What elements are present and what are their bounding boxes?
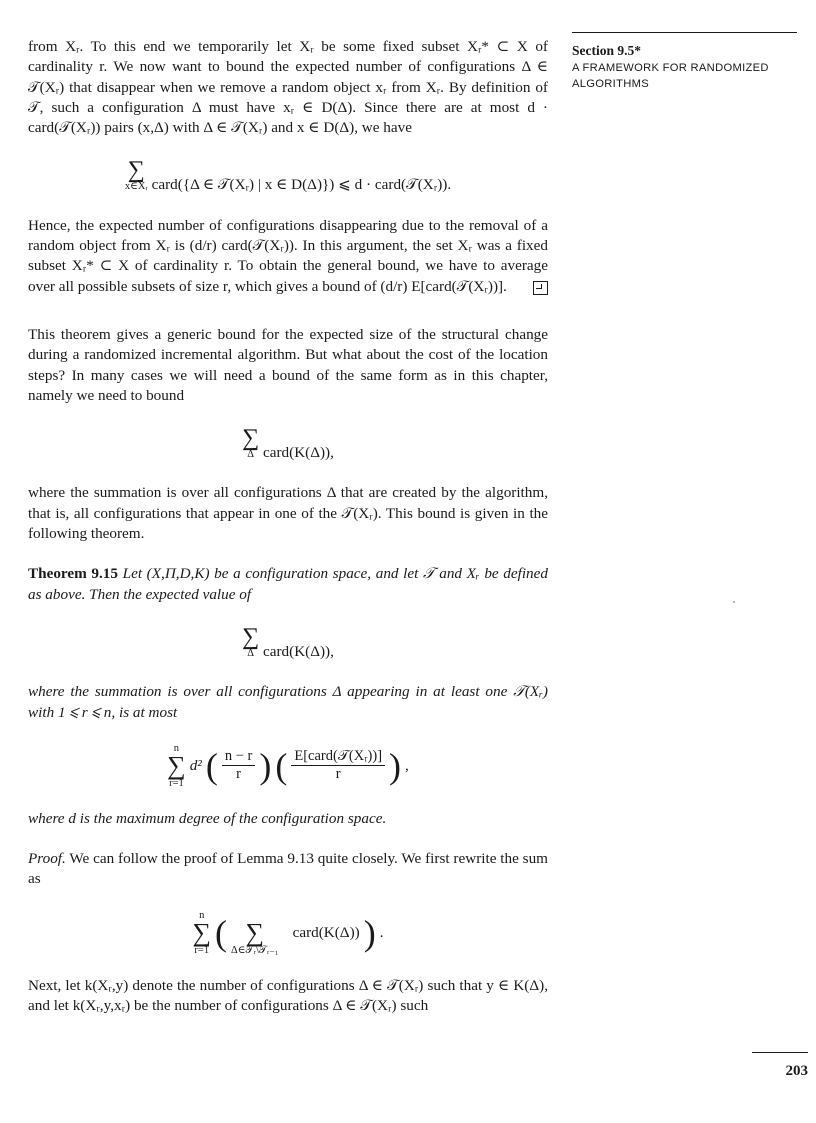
- denominator: r: [335, 766, 341, 783]
- section-title-line2: ALGORITHMS: [572, 78, 649, 90]
- numerator: E[card(𝒯(Xᵣ))]: [291, 748, 385, 766]
- stray-mark: [733, 601, 735, 603]
- theorem-text-final: where d is the maximum degree of the configuration space.: [28, 809, 387, 827]
- upper-limit: n: [173, 742, 180, 754]
- right-paren: ): [363, 912, 376, 953]
- theorem-text-continued: where the summation is over all configurations Δ appearing in at least one 𝒯(Xᵣ) with 1 ⩽ r ⩽ n, is at most: [28, 683, 548, 721]
- sum-symbol: ∑: [127, 157, 145, 184]
- paragraph-location-steps: This theorem gives a generic bound for the expected size of the structural change during a randomized incremental algorithm. But what about the cost of the location steps? In many cases we will need a bound of the same form as in this chapter, namely we need to bound: [28, 325, 548, 404]
- sum-symbol: ∑: [242, 623, 260, 650]
- lower-limit: r=1: [194, 944, 210, 956]
- left-paren: (: [215, 912, 228, 953]
- d-squared: d²: [189, 756, 202, 774]
- margin-section-header: [572, 32, 797, 92]
- equation-sum-disappearing: [28, 158, 548, 195]
- sum-with-limits: [192, 910, 211, 956]
- paragraph-summation-note: where the summation is over all configurations Δ that are created by the algorithm, that is, all configurations that appear in one of the 𝒯(Xᵣ). This bound is given in the following theorem.: [28, 484, 548, 543]
- proof-label: Proof.: [28, 850, 66, 868]
- lower-limit: r=1: [169, 777, 184, 789]
- fraction-n-minus-r-over-r: [222, 748, 256, 783]
- sum-symbol: ∑: [192, 917, 212, 947]
- main-text-column: [28, 37, 548, 1016]
- equation-body: card({Δ ∈ 𝒯(Xᵣ) | x ∈ D(Δ)}) ⩽ d · card(𝒯(Xᵣ)).: [151, 176, 452, 194]
- theorem-label: Theorem 9.15: [28, 565, 118, 583]
- paragraph-expected-removal: [28, 216, 548, 297]
- equation-theorem-bound: [28, 743, 548, 789]
- inner-subscript: Δ∈𝒯ᵣ\𝒯ᵣ₋₁: [231, 944, 279, 956]
- left-paren: (: [205, 745, 218, 786]
- equation-subscript: Δ: [247, 449, 255, 461]
- right-paren: ): [389, 745, 402, 786]
- equation-sum-conflicts: [28, 426, 548, 463]
- theorem-text: Let (X,Π,D,K) be a configuration space, and let 𝒯 and Xᵣ be defined as above. Then the expected value of: [28, 565, 548, 603]
- sum-symbol: ∑: [242, 425, 260, 452]
- proof-paragraph: [28, 849, 548, 890]
- section-title-line1: A FRAMEWORK FOR RANDOMIZED: [572, 62, 769, 74]
- equation-tail: ,: [405, 756, 409, 774]
- proof-text: We can follow the proof of Lemma 9.13 quite closely. We first rewrite the sum as: [28, 850, 548, 888]
- section-number: Section 9.5*: [572, 43, 641, 58]
- theorem-statement: [28, 564, 548, 605]
- paragraph-text: Hence, the expected number of configurations disappearing due to the removal of a random object from Xᵣ is (d/r) card(𝒯(Xᵣ)). In this argument, the set Xᵣ was a fixed subset Xᵣ* ⊂ X of cardinality r. To obtain the general bound, we have to average over all possible subsets of size r, which gives a bound of (d/r) E[card(𝒯(Xᵣ))].: [28, 216, 548, 295]
- equation-subscript: x∈Xᵣ: [124, 181, 148, 193]
- fraction-expectation-over-r: [291, 748, 385, 783]
- numerator: n − r: [222, 748, 256, 766]
- paragraph-intro: from Xᵣ. To this end we temporarily let Xᵣ be some fixed subset Xᵣ* ⊂ X of cardinality r. We now want to bound the expected number of configurations Δ ∈ 𝒯(Xᵣ) that disappear when we remove a random object xᵣ from Xᵣ. By definition of 𝒯, such a configuration Δ must have xᵣ ∈ D(Δ). Since there are at most d · card(𝒯(Xᵣ)) pairs (x,Δ) with Δ ∈ 𝒯(Xᵣ) and x ∈ D(Δ), we have: [28, 38, 548, 137]
- equation-tail: .: [379, 923, 384, 941]
- equation-body: card(K(Δ)),: [263, 642, 334, 660]
- left-paren: (: [275, 745, 288, 786]
- sum-symbol: ∑: [245, 917, 265, 947]
- equation-theorem-sum: [28, 625, 548, 662]
- upper-limit: n: [199, 909, 205, 921]
- equation-body: card(K(Δ)),: [263, 444, 334, 462]
- sum-with-limits: [167, 743, 186, 789]
- denominator: r: [236, 766, 242, 783]
- right-paren: ): [259, 745, 272, 786]
- equation-subscript: Δ: [247, 647, 255, 659]
- paragraph-next-definitions: Next, let k(Xᵣ,y) denote the number of configurations Δ ∈ 𝒯(Xᵣ) such that y ∈ K(Δ), and let k(Xᵣ,y,xᵣ) be the number of configurations Δ ∈ 𝒯(Xᵣ) such: [28, 976, 548, 1015]
- equation-rewritten-sum: [28, 910, 548, 956]
- page-number: 203: [752, 1052, 808, 1080]
- end-of-proof-icon: [533, 281, 548, 295]
- inner-summand: card(K(Δ)): [292, 923, 360, 941]
- inner-sum: [231, 910, 279, 956]
- sum-symbol: ∑: [167, 750, 186, 780]
